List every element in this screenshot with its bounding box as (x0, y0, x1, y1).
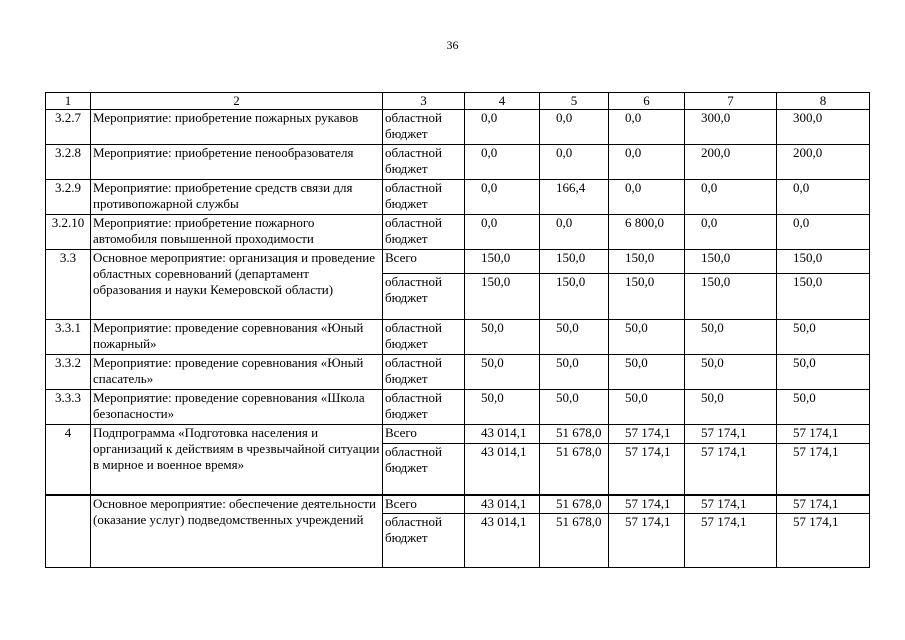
row-name: Подпрограмма «Подготовка населения и организаций к действиям в чрезвычайной ситуации в мирное и военное время» (91, 425, 383, 495)
value-text: 150,0 (793, 250, 823, 265)
value-cell (609, 250, 685, 274)
column-header: 5 (540, 93, 609, 110)
value-text: 300,0 (793, 110, 823, 125)
row-code: 3.2.9 (46, 180, 91, 215)
column-header: 7 (685, 93, 777, 110)
value-text: 50,0 (481, 320, 504, 335)
value-text: 0,0 (556, 145, 573, 160)
value-cell (465, 215, 540, 250)
value-text: 50,0 (701, 320, 724, 335)
value-cell (685, 180, 777, 215)
value-cell (540, 496, 609, 514)
column-header: 1 (46, 93, 91, 110)
row-name: Основное мероприятие: обеспечение деятельности (оказание услуг) подведомственных учреждений (91, 496, 383, 568)
value-cell (465, 180, 540, 215)
value-text: 50,0 (556, 355, 579, 370)
row-code: 4 (46, 425, 91, 495)
value-cell (465, 496, 540, 514)
row-code: 3.3.2 (46, 355, 91, 390)
table-row (46, 110, 870, 145)
value-cell (540, 355, 609, 390)
value-text: 0,0 (625, 110, 642, 125)
value-cell (777, 425, 870, 444)
table-body (46, 93, 870, 568)
value-text: 57 174,1 (625, 496, 671, 511)
row-code: 3.2.7 (46, 110, 91, 145)
column-header-row (46, 93, 870, 110)
funding-source: Всего (383, 496, 465, 514)
value-text: 50,0 (793, 320, 816, 335)
table-row (46, 390, 870, 425)
value-cell (540, 444, 609, 495)
value-cell (540, 320, 609, 355)
value-cell (465, 145, 540, 180)
table-row (46, 355, 870, 390)
funding-source: областной бюджет (383, 180, 465, 215)
value-cell (685, 250, 777, 274)
value-cell (609, 110, 685, 145)
value-cell (685, 496, 777, 514)
value-text: 300,0 (701, 110, 731, 125)
value-text: 150,0 (701, 250, 731, 265)
row-code: 3.2.10 (46, 215, 91, 250)
funding-source: областной бюджет (383, 390, 465, 425)
value-cell (777, 496, 870, 514)
funding-source: областной бюджет (383, 274, 465, 320)
row-code: 3.3.3 (46, 390, 91, 425)
value-text: 6 800,0 (625, 215, 664, 230)
column-header: 3 (383, 93, 465, 110)
value-cell (777, 514, 870, 568)
value-text: 150,0 (625, 274, 655, 289)
value-text: 200,0 (701, 145, 731, 160)
value-text: 50,0 (481, 390, 504, 405)
value-text: 50,0 (701, 355, 724, 370)
value-cell (777, 110, 870, 145)
value-text: 57 174,1 (793, 425, 839, 440)
row-name: Мероприятие: приобретение средств связи для противопожарной службы (91, 180, 383, 215)
value-cell (609, 514, 685, 568)
row-name: Основное мероприятие: организация и проведение областных соревнований (департамент образования и науки Кемеровской области) (91, 250, 383, 320)
value-text: 57 174,1 (625, 514, 671, 529)
value-text: 50,0 (625, 320, 648, 335)
value-cell (685, 514, 777, 568)
value-text: 43 014,1 (481, 444, 527, 459)
column-header: 2 (91, 93, 383, 110)
value-cell (465, 110, 540, 145)
value-text: 150,0 (481, 274, 511, 289)
value-text: 0,0 (481, 180, 498, 195)
value-text: 57 174,1 (625, 444, 671, 459)
row-name: Мероприятие: проведение соревнования «Юный спасатель» (91, 355, 383, 390)
value-text: 51 678,0 (556, 496, 602, 511)
value-cell (540, 110, 609, 145)
value-cell (465, 514, 540, 568)
value-text: 0,0 (625, 180, 642, 195)
value-text: 150,0 (793, 274, 823, 289)
row-name: Мероприятие: приобретение пожарных рукавов (91, 110, 383, 145)
value-cell (540, 250, 609, 274)
funding-source: Всего (383, 250, 465, 274)
value-text: 50,0 (793, 355, 816, 370)
value-text: 150,0 (481, 250, 511, 265)
value-text: 51 678,0 (556, 444, 602, 459)
value-cell (685, 320, 777, 355)
value-cell (685, 215, 777, 250)
table-row (46, 425, 870, 444)
value-text: 51 678,0 (556, 514, 602, 529)
page-number: 36 (446, 38, 459, 52)
value-cell (540, 425, 609, 444)
value-text: 57 174,1 (701, 514, 747, 529)
row-code: 3.2.8 (46, 145, 91, 180)
value-cell (540, 180, 609, 215)
value-cell (540, 390, 609, 425)
value-text: 51 678,0 (556, 425, 602, 440)
budget-table (45, 92, 870, 568)
value-cell (777, 320, 870, 355)
value-cell (465, 250, 540, 274)
value-cell (609, 145, 685, 180)
table-row (46, 496, 870, 514)
table-row (46, 320, 870, 355)
value-text: 57 174,1 (793, 514, 839, 529)
value-text: 43 014,1 (481, 425, 527, 440)
value-cell (465, 355, 540, 390)
value-text: 0,0 (556, 110, 573, 125)
value-cell (465, 444, 540, 495)
value-text: 50,0 (556, 390, 579, 405)
value-text: 0,0 (701, 180, 718, 195)
value-text: 150,0 (625, 250, 655, 265)
value-cell (777, 145, 870, 180)
value-text: 0,0 (556, 215, 573, 230)
row-code: 3.3 (46, 250, 91, 320)
value-text: 50,0 (481, 355, 504, 370)
column-header: 6 (609, 93, 685, 110)
value-cell (685, 390, 777, 425)
value-cell (777, 274, 870, 320)
funding-source: областной бюджет (383, 215, 465, 250)
value-cell (609, 444, 685, 495)
funding-source: областной бюджет (383, 145, 465, 180)
value-text: 166,4 (556, 180, 586, 195)
value-text: 50,0 (625, 390, 648, 405)
value-text: 150,0 (701, 274, 731, 289)
value-text: 0,0 (793, 215, 810, 230)
value-cell (777, 390, 870, 425)
value-cell (540, 145, 609, 180)
value-cell (465, 274, 540, 320)
value-cell (685, 274, 777, 320)
value-text: 200,0 (793, 145, 823, 160)
value-text: 57 174,1 (701, 496, 747, 511)
row-name: Мероприятие: проведение соревнования «Школа безопасности» (91, 390, 383, 425)
value-text: 0,0 (481, 110, 498, 125)
value-cell (465, 425, 540, 444)
value-cell (540, 215, 609, 250)
value-text: 150,0 (556, 250, 586, 265)
table-row (46, 180, 870, 215)
value-cell (777, 180, 870, 215)
value-cell (609, 425, 685, 444)
value-cell (465, 390, 540, 425)
funding-source: областной бюджет (383, 355, 465, 390)
value-cell (685, 110, 777, 145)
value-cell (540, 274, 609, 320)
table-row (46, 250, 870, 274)
value-text: 0,0 (793, 180, 810, 195)
value-cell (609, 180, 685, 215)
value-cell (777, 444, 870, 495)
value-text: 50,0 (701, 390, 724, 405)
funding-source: областной бюджет (383, 444, 465, 495)
row-name: Мероприятие: приобретение пенообразователя (91, 145, 383, 180)
value-text: 57 174,1 (701, 425, 747, 440)
value-text: 0,0 (625, 145, 642, 160)
funding-source: областной бюджет (383, 110, 465, 145)
value-cell (540, 514, 609, 568)
column-header: 4 (465, 93, 540, 110)
value-text: 57 174,1 (625, 425, 671, 440)
value-text: 0,0 (701, 215, 718, 230)
value-text: 57 174,1 (793, 496, 839, 511)
value-text: 57 174,1 (793, 444, 839, 459)
value-text: 43 014,1 (481, 514, 527, 529)
value-cell (777, 250, 870, 274)
funding-source: областной бюджет (383, 514, 465, 568)
table-row (46, 215, 870, 250)
value-cell (685, 355, 777, 390)
funding-source: Всего (383, 425, 465, 444)
value-cell (609, 355, 685, 390)
row-name: Мероприятие: проведение соревнования «Юный пожарный» (91, 320, 383, 355)
value-text: 0,0 (481, 145, 498, 160)
value-cell (777, 215, 870, 250)
value-cell (685, 444, 777, 495)
row-code (46, 496, 91, 568)
value-cell (685, 145, 777, 180)
value-cell (609, 496, 685, 514)
value-cell (609, 215, 685, 250)
value-cell (609, 390, 685, 425)
funding-source: областной бюджет (383, 320, 465, 355)
value-cell (777, 355, 870, 390)
table-row (46, 145, 870, 180)
column-header: 8 (777, 93, 870, 110)
value-text: 50,0 (793, 390, 816, 405)
value-cell (609, 274, 685, 320)
value-text: 50,0 (556, 320, 579, 335)
value-text: 57 174,1 (701, 444, 747, 459)
value-cell (465, 320, 540, 355)
value-text: 43 014,1 (481, 496, 527, 511)
row-name: Мероприятие: приобретение пожарного автомобиля повышенной проходимости (91, 215, 383, 250)
value-text: 0,0 (481, 215, 498, 230)
row-code: 3.3.1 (46, 320, 91, 355)
value-cell (609, 320, 685, 355)
value-text: 50,0 (625, 355, 648, 370)
value-cell (685, 425, 777, 444)
value-text: 150,0 (556, 274, 586, 289)
